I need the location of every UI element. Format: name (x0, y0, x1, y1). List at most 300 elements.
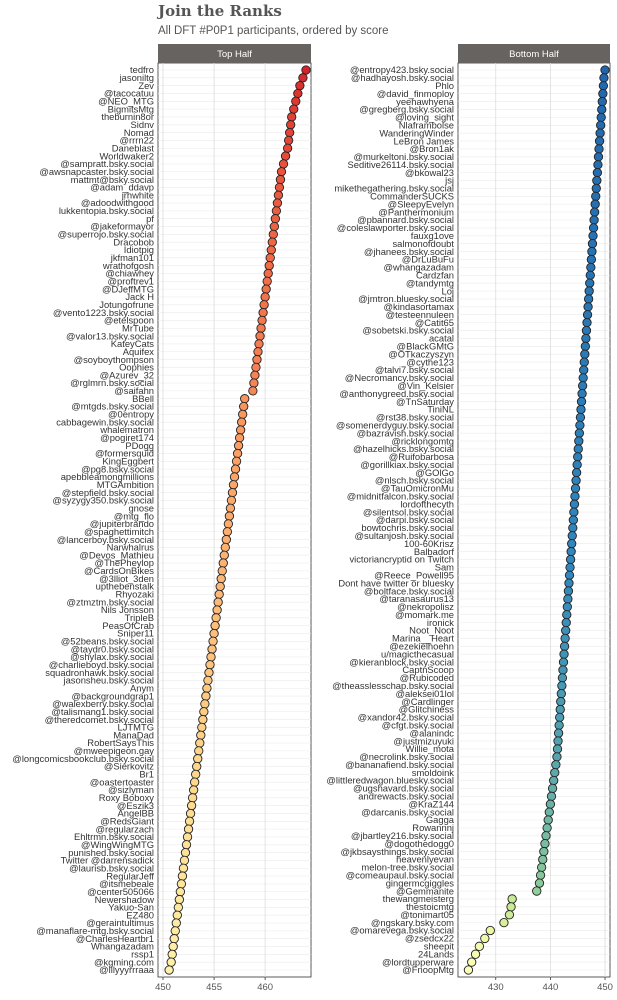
score-point (562, 618, 570, 626)
participant-label: @soyboythompson (73, 353, 154, 365)
score-point (464, 966, 472, 974)
score-point (539, 855, 547, 863)
score-point (553, 745, 561, 753)
score-point (587, 255, 595, 263)
participant-label: @adam_ddavp (90, 181, 154, 193)
score-point (198, 723, 206, 731)
participant-label: @DrLuBuFu (401, 253, 454, 265)
score-point (235, 434, 243, 442)
participant-label: TiniNL (427, 403, 454, 415)
score-point (225, 512, 233, 520)
participant-label: @spaghettimitch (84, 525, 154, 537)
participant-label: @Eszik3 (116, 799, 154, 811)
score-point (285, 128, 293, 136)
score-point (287, 113, 295, 121)
score-point (569, 524, 577, 532)
participant-label: Nils Jonsson (100, 604, 154, 616)
participant-label: @Panthermonium (378, 206, 454, 218)
score-point (213, 606, 221, 614)
score-point (581, 342, 589, 350)
score-point (262, 285, 270, 293)
participant-label: Yakuo-San (108, 901, 154, 913)
score-point (600, 74, 608, 82)
participant-label: @whangazadam (383, 261, 454, 273)
score-point (183, 833, 191, 841)
score-point (577, 405, 585, 413)
score-point (566, 563, 574, 571)
participant-label: acatal (428, 332, 454, 344)
score-point (565, 571, 573, 579)
score-point (559, 658, 567, 666)
score-point (211, 621, 219, 629)
score-point (281, 152, 289, 160)
score-point (182, 841, 190, 849)
score-point (598, 97, 606, 105)
participant-label: @theasslesschap.bsky.social (332, 679, 454, 691)
participant-label: @sampratt.bsky.social (60, 158, 154, 170)
score-point (203, 684, 211, 692)
x-tick-label: 455 (206, 982, 223, 993)
score-point (212, 614, 220, 622)
score-point (258, 316, 266, 324)
participant-label: @valor13.bsky.social (65, 330, 154, 342)
score-point (254, 348, 262, 356)
score-point (231, 465, 239, 473)
score-point (181, 848, 189, 856)
score-point (576, 413, 584, 421)
participant-label: TripleB (124, 612, 154, 624)
participant-label: @pg8.bsky.social (81, 463, 154, 475)
participant-label: 100-60Krisz (403, 537, 454, 549)
score-point (265, 261, 273, 269)
participant-label: Balbadorf (413, 545, 454, 557)
participant-label: @testeennuleen (385, 308, 454, 320)
participant-label: Dont have twitter or bluesky (338, 577, 454, 589)
participant-label: @omarevega.bsky.social (349, 924, 454, 936)
participant-label: @TnSaturday (396, 395, 454, 407)
participant-label: mikethegathering.bsky.social (334, 182, 454, 194)
score-point (188, 794, 196, 802)
participant-label: Sam (434, 561, 454, 573)
participant-label: melon-tree.bsky.social (361, 861, 454, 873)
participant-label: @stepfield.bsky.social (61, 486, 154, 498)
score-point (170, 934, 178, 942)
score-point (574, 445, 582, 453)
participant-label: CommanderSUCKS (370, 190, 454, 202)
participant-label: @syzygy350.bsky.social (52, 494, 154, 506)
score-point (268, 238, 276, 246)
score-point (572, 476, 580, 484)
participant-label: MTGAmbition (96, 478, 154, 490)
score-point (238, 410, 246, 418)
participant-label: @RedsGiant (100, 815, 154, 827)
score-point (581, 350, 589, 358)
score-point (570, 508, 578, 516)
score-point (481, 934, 489, 942)
participant-label: Zev (138, 79, 154, 91)
score-point (193, 762, 201, 770)
score-point (588, 247, 596, 255)
participant-label: @Cardlinger (401, 695, 454, 707)
score-point (566, 555, 574, 563)
score-point (564, 587, 572, 595)
score-point (257, 324, 265, 332)
participant-label: @FnoopMtg (402, 964, 454, 976)
score-point (594, 153, 602, 161)
participant-label: @walexberry.bsky.social (52, 698, 154, 710)
participant-label: @mtg_flo (113, 510, 154, 522)
participant-label: @proftrev1 (107, 275, 154, 287)
score-point (271, 214, 279, 222)
participant-label: @nlsch.bsky.social (374, 474, 454, 486)
participant-label: thestoicmtg (406, 901, 454, 913)
participant-label: Sniper11 (117, 627, 154, 639)
score-point (296, 81, 304, 89)
participant-label: @lordtupperware (381, 956, 454, 968)
participant-label: Ehltrmn.bsky.social (73, 831, 154, 843)
score-point (229, 481, 237, 489)
participant-label: @rst38.bsky.social (375, 411, 454, 423)
participant-label: @Sierkovitz (103, 760, 154, 772)
participant-label: @pogiret174 (100, 432, 154, 444)
score-point (589, 232, 597, 240)
score-point (586, 279, 594, 287)
score-point (249, 387, 257, 395)
participant-label: Worldwaker2 (99, 150, 154, 162)
score-point (214, 598, 222, 606)
score-point (551, 768, 559, 776)
participant-label: @Bron1ak (409, 143, 454, 155)
score-point (228, 488, 236, 496)
participant-label: LeBron James (393, 135, 454, 147)
score-point (256, 332, 264, 340)
participant-label: @loving_sight (394, 111, 454, 123)
score-point (558, 682, 566, 690)
participant-label: @Catit65 (414, 316, 454, 328)
score-point (210, 629, 218, 637)
score-point (260, 301, 268, 309)
score-point (217, 574, 225, 582)
participant-label: @oastertoaster (89, 776, 154, 788)
score-point (590, 216, 598, 224)
score-point (554, 737, 562, 745)
participant-label: Newershadow (94, 893, 154, 905)
participant-label: WanderingWinder (379, 127, 454, 139)
participant-label: @52beans.bsky.social (60, 635, 154, 647)
x-tick-label: 440 (542, 982, 559, 993)
score-point (584, 295, 592, 303)
score-point (561, 634, 569, 642)
score-point (505, 911, 513, 919)
score-point (601, 66, 609, 74)
participant-label: RegularJeff (106, 870, 154, 882)
score-point (569, 516, 577, 524)
score-point (582, 334, 590, 342)
participant-label: whalematron (100, 424, 154, 436)
participant-label: punished.bsky.social (68, 846, 154, 858)
score-point (209, 637, 217, 645)
score-point (560, 650, 568, 658)
participant-label: @ztmztm.bsky.social (66, 596, 154, 608)
score-point (558, 674, 566, 682)
participant-label: @boltface.bsky.social (363, 585, 454, 597)
score-point (584, 303, 592, 311)
score-point (224, 520, 232, 528)
participant-label: @charlieboyd.bsky.social (48, 658, 154, 670)
participant-label: jasonsheu.bsky.social (63, 674, 154, 686)
score-point (200, 708, 208, 716)
score-point (548, 784, 556, 792)
score-point (583, 311, 591, 319)
participant-label: @jhanees.bsky.social (363, 245, 454, 257)
participant-label: Narwhalrus (106, 541, 154, 553)
participant-label: KateyCats (110, 338, 154, 350)
participant-label: @chiawhey (105, 267, 154, 279)
score-point (554, 729, 562, 737)
participant-label: @longcomicsbookclub.bsky.social (12, 752, 154, 764)
score-point (540, 847, 548, 855)
score-point (544, 816, 552, 824)
participant-label: @cythe123 (406, 356, 454, 368)
score-point (559, 666, 567, 674)
participant-label: Rowannnj (412, 822, 454, 834)
score-point (283, 144, 291, 152)
participant-label: @superrojo.bsky.social (57, 228, 154, 240)
score-point (294, 89, 302, 97)
participant-label: @BlackGMtG (396, 340, 454, 352)
score-point (591, 200, 599, 208)
participant-label: @somenerdyguy.bsky.social (335, 419, 454, 431)
participant-label: Oophies (119, 361, 154, 373)
participant-label: @cfgt.bsky.social (381, 719, 454, 731)
participant-label: @3lliot_3den (99, 572, 154, 584)
participant-label: @taydr0.bsky.social (70, 643, 154, 655)
score-point (567, 547, 575, 555)
participant-label: RobertSaysThis (87, 737, 154, 749)
score-point (169, 942, 177, 950)
score-point (552, 761, 560, 769)
score-point (206, 661, 214, 669)
score-point (563, 611, 571, 619)
score-point (277, 168, 285, 176)
participant-label: Jack H (125, 291, 154, 303)
participant-label: @jmtron.bluesky.social (358, 293, 454, 305)
score-point (592, 184, 600, 192)
participant-label: yeehawhyena (396, 95, 454, 107)
participant-label: @Vin_Kelsier (397, 379, 454, 391)
participant-label: Sidnv (130, 118, 154, 130)
score-point (165, 966, 173, 974)
participant-label: Roxy Boboxy (98, 792, 154, 804)
participant-label: @littleredwagon.bluesky.social (326, 774, 454, 786)
participant-label: @entropy423.bsky.social (349, 64, 454, 76)
participant-label: @midnitfalcon.bsky.social (346, 490, 454, 502)
participant-label: @manaflare-mtg.bsky.social (36, 925, 154, 937)
score-point (582, 326, 590, 334)
participant-label: squadronhawk.bsky.social (45, 666, 154, 678)
participant-label: @shylax.bsky.social (70, 651, 154, 663)
score-point (220, 551, 228, 559)
participant-label: @theredcomet.bsky.social (44, 713, 154, 725)
score-point (556, 705, 564, 713)
score-point (208, 645, 216, 653)
participant-label: Twitter @darrensadick (60, 854, 154, 866)
score-point (589, 224, 597, 232)
participant-label: PeasOfCrab (102, 619, 154, 631)
participant-label: @Rubicoded (399, 672, 454, 684)
x-tick-label: 450 (155, 982, 171, 993)
score-point (272, 207, 280, 215)
participant-label: @lllyyyrrraaa (99, 964, 154, 976)
participant-label: Whangazadam (90, 940, 154, 952)
score-point (252, 363, 260, 371)
score-point (570, 500, 578, 508)
participant-label: Dracobob (113, 236, 154, 248)
participant-label: @justmizuyuki (393, 735, 454, 747)
participant-label: @0entropy (107, 408, 154, 420)
score-point (199, 715, 207, 723)
score-point (597, 113, 605, 121)
score-point (174, 903, 182, 911)
participant-label: bowtochris.bsky.social (361, 522, 454, 534)
score-point (267, 246, 275, 254)
participant-label: ironick (426, 616, 454, 628)
participant-label: heavenlyevan (396, 853, 454, 865)
score-point (507, 903, 515, 911)
score-point (190, 778, 198, 786)
participant-label: apebbleamongmillions (60, 471, 154, 483)
score-point (537, 863, 545, 871)
score-point (508, 895, 516, 903)
score-point (175, 895, 183, 903)
score-point (595, 137, 603, 145)
score-point (578, 389, 586, 397)
participant-label: jrhwhite (121, 189, 154, 201)
participant-label: @Reece_Powell95 (374, 569, 454, 581)
participant-label: @tacocatuu (103, 87, 154, 99)
participant-label: andrewacts.bsky.social (358, 790, 454, 802)
score-point (574, 453, 582, 461)
score-point (290, 105, 298, 113)
participant-label: Rhyozaki (115, 588, 154, 600)
score-point (171, 927, 179, 935)
score-point (215, 590, 223, 598)
participant-label: @rglmrn.bsky.social (70, 377, 154, 389)
participant-label: lordofthecyth (400, 498, 454, 510)
participant-label: BBell (132, 392, 154, 404)
score-point (178, 872, 186, 880)
score-point (279, 160, 287, 168)
participant-label: tedfro (130, 64, 154, 76)
score-point (167, 958, 175, 966)
participant-label: @hadhayosh.bsky.social (350, 72, 454, 84)
participant-label: @GOlGo (415, 466, 454, 478)
participant-label: Idiotpig (123, 244, 154, 256)
participant-label: @comeaupaul.bsky.social (345, 869, 454, 881)
participant-label: @talvi7.bsky.social (374, 364, 454, 376)
score-point (595, 145, 603, 153)
score-point (575, 437, 583, 445)
score-point (205, 668, 213, 676)
participant-label: @tonimart05 (400, 908, 454, 920)
score-point (251, 371, 259, 379)
participant-label: @CharlesHeartbr1 (75, 932, 154, 944)
participant-label: @ezekielhoehn (389, 640, 454, 652)
score-point (533, 887, 541, 895)
score-point (221, 543, 229, 551)
score-point (219, 559, 227, 567)
score-point (565, 579, 573, 587)
participant-label: @hazelhicks.bsky.social (352, 443, 454, 455)
score-point (593, 176, 601, 184)
score-point (255, 340, 263, 348)
participant-label: @nekropolisz (397, 601, 454, 613)
participant-label: @pbannard.bsky.social (357, 214, 454, 226)
participant-label: mattmt@bsky.social (70, 173, 154, 185)
score-point (250, 379, 258, 387)
participant-label: KingEggbert (102, 455, 154, 467)
score-point (195, 747, 203, 755)
participant-label: Noot_Noot (409, 624, 454, 636)
score-point (593, 168, 601, 176)
score-point (275, 183, 283, 191)
panel-strip-label: Bottom Half (509, 49, 559, 60)
participant-label: salmonofdoubt (392, 237, 454, 249)
score-point (596, 121, 604, 129)
score-point (233, 449, 241, 457)
participant-label: @DJeffMTG (101, 283, 154, 295)
score-point (234, 441, 242, 449)
participant-label: @sizlyman (108, 784, 154, 796)
participant-label: @Azurev_32 (99, 369, 154, 381)
participant-label: EZ480 (126, 909, 154, 921)
chart-title: Join the Ranks (158, 2, 282, 20)
score-point (536, 871, 544, 879)
participant-label: @bazravish.bsky.social (356, 427, 454, 439)
participant-label: @Devos_Mathieu (79, 549, 154, 561)
score-point (218, 567, 226, 575)
participant-label: @jkbsaysthings.bsky.social (340, 845, 454, 857)
score-point (486, 926, 494, 934)
score-point (599, 82, 607, 90)
score-point (191, 770, 199, 778)
score-point (580, 358, 588, 366)
participant-label: AngelBB (117, 807, 154, 819)
score-point (561, 626, 569, 634)
score-point (579, 374, 587, 382)
score-point (594, 161, 602, 169)
score-point (568, 532, 576, 540)
score-point (237, 418, 245, 426)
score-point (543, 824, 551, 832)
participant-label: @tandymtg (405, 277, 454, 289)
participant-label: @dogothedogg0 (384, 837, 454, 849)
participant-label: wrathofgosh (102, 259, 154, 271)
participant-label: @Glitchiness (398, 703, 454, 715)
participant-label: @darpi.bsky.social (375, 514, 454, 526)
score-point (588, 239, 596, 247)
score-point (555, 713, 563, 721)
participant-label: @NEO_MTG (98, 95, 154, 107)
participant-label: fauxg1ove (410, 229, 454, 241)
panel-frame-0 (158, 63, 311, 977)
participant-label: @Gemmanite (396, 885, 454, 897)
score-point (578, 382, 586, 390)
participant-label: @vento1223.bsky.social (52, 306, 154, 318)
participant-label: @silentsol.bsky.social (362, 506, 454, 518)
participant-label: @kgming.com (93, 956, 154, 968)
participant-label: cabbagewin.bsky.social (56, 416, 154, 428)
